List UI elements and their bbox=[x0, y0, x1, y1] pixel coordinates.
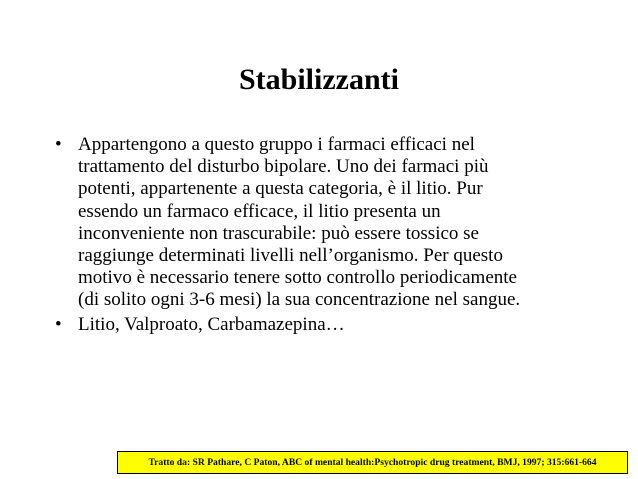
bullet-line: motivo è necessario tenere sotto controllo periodicamente bbox=[78, 267, 517, 289]
bullet-marker: • bbox=[55, 313, 62, 335]
bullet-item-drug-list bbox=[55, 314, 615, 336]
bullet-list bbox=[55, 134, 615, 338]
bullet-line: potenti, appartenente a questa categoria, è il litio. Pur bbox=[78, 178, 483, 200]
bullet-line: inconveniente non trascurabile: può essere tossico se bbox=[78, 222, 479, 244]
bullet-line: essendo un farmaco efficace, il litio presenta un bbox=[78, 200, 441, 222]
bullet-marker: • bbox=[55, 134, 62, 155]
bullet-line: (di solito ogni 3-6 mesi) la sua concentrazione nel sangue. bbox=[78, 289, 521, 311]
bullet-item-lithium-description bbox=[55, 134, 615, 312]
bullet-line: Litio, Valproato, Carbamazepina… bbox=[78, 313, 345, 335]
bullet-line: raggiunge determinati livelli nell’organismo. Per questo bbox=[78, 245, 503, 267]
citation-box: Tratto da: SR Pathare, C Paton, ABC of mental health:Psychotropic drug treatment, BMJ, 1997; 315:661-664 bbox=[117, 451, 628, 474]
bullet-line: Appartengono a questo gruppo i farmaci efficaci nel bbox=[78, 134, 475, 155]
slide-title: Stabilizzanti bbox=[238, 63, 399, 96]
bullet-line: trattamento del disturbo bipolare. Uno dei farmaci più bbox=[78, 156, 489, 178]
